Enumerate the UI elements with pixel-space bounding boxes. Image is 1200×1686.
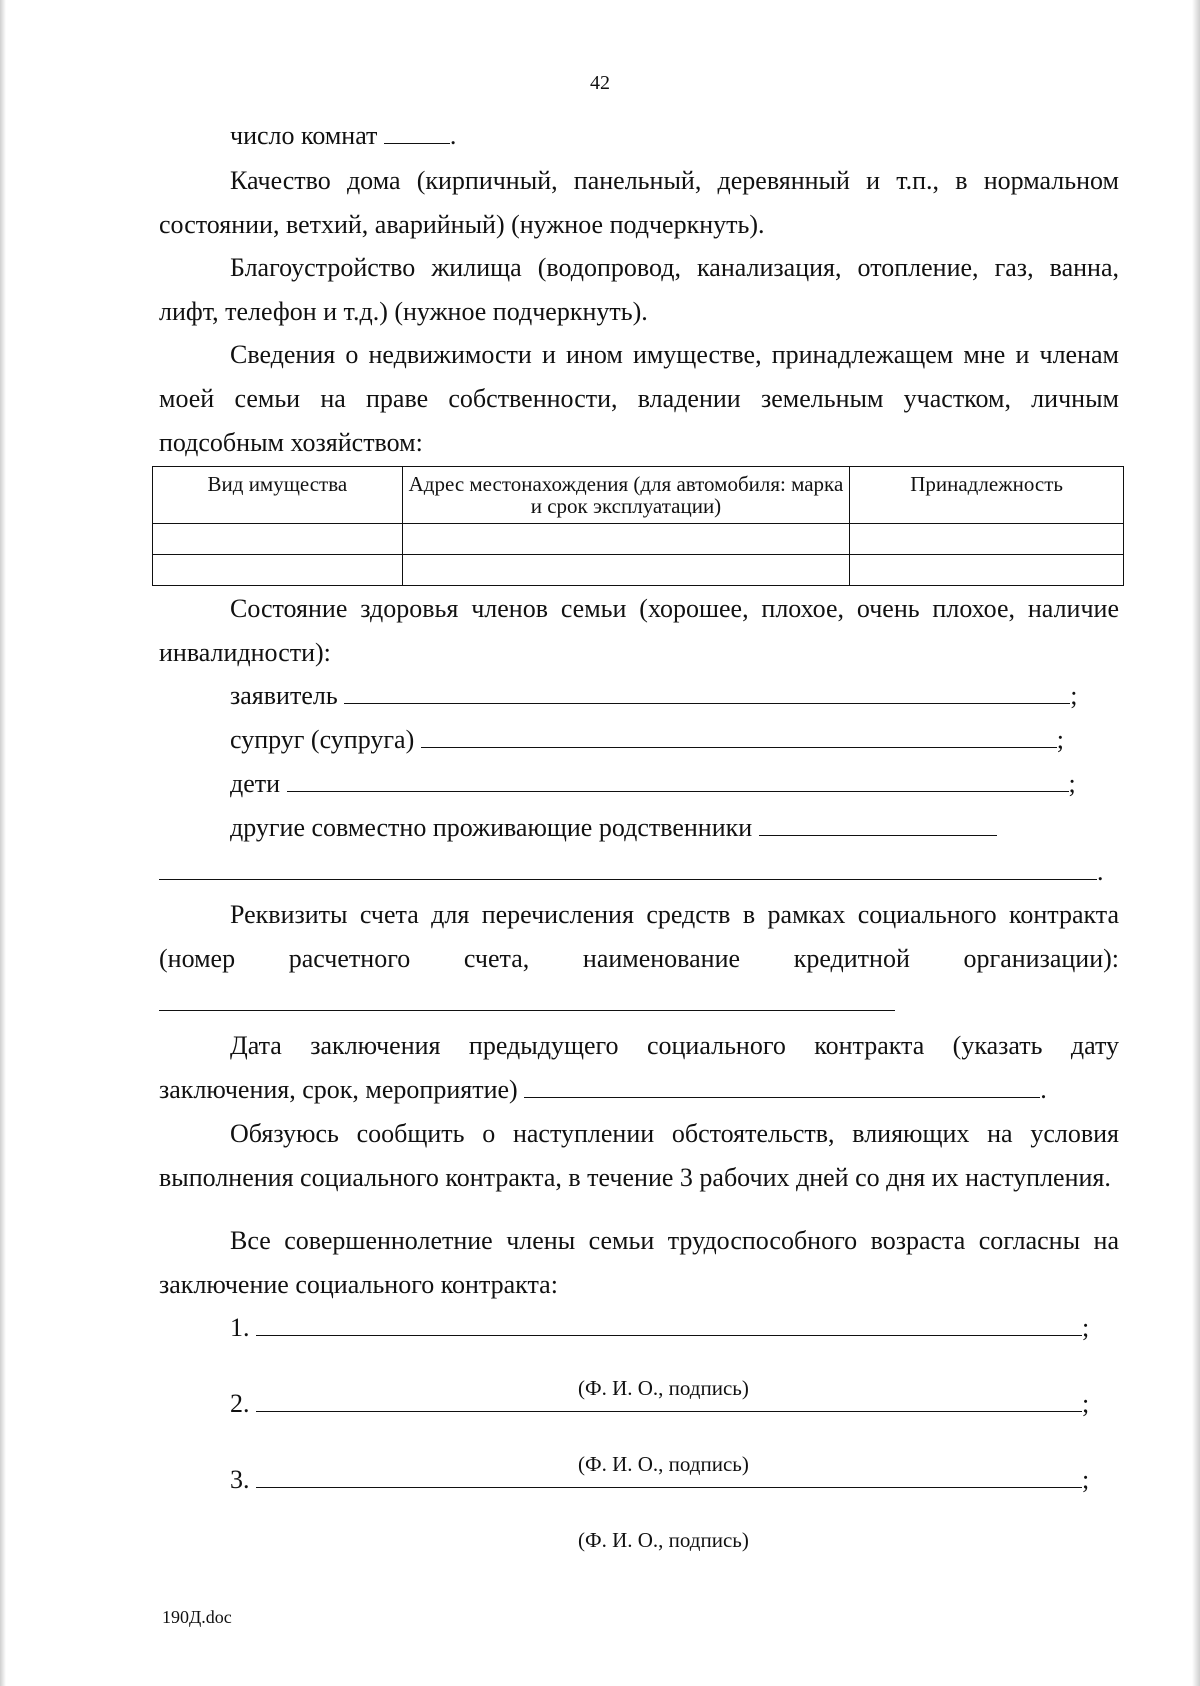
applicant-field[interactable] bbox=[344, 675, 1070, 704]
signature-line-2 bbox=[230, 1382, 1089, 1426]
property-intro-paragraph: Сведения о недвижимости и ином имуществе, принадлежащем мне и членам моей семьи на праве собственности, владении земельным участком, личным подсобным хозяйством: bbox=[159, 340, 1119, 457]
health-relatives-line bbox=[230, 806, 997, 850]
signature-caption-1: (Ф. И. О., подпись) bbox=[578, 1376, 749, 1400]
amenities-paragraph: Благоустройство жилища (водопровод, канализация, отопление, газ, ванна, лифт, телефон и т.д.) (нужное подчеркнуть). bbox=[159, 253, 1119, 326]
file-name-footer: 190Д.doc bbox=[162, 1607, 232, 1627]
semicolon: ; bbox=[1082, 1465, 1090, 1494]
signature-field-1[interactable] bbox=[256, 1307, 1082, 1336]
page-number: 42 bbox=[590, 72, 610, 94]
signature-field-3[interactable] bbox=[256, 1459, 1082, 1488]
semicolon: ; bbox=[1056, 725, 1064, 754]
signature-number: 1. bbox=[230, 1313, 250, 1342]
rooms-line bbox=[230, 114, 456, 158]
previous-contract-field[interactable] bbox=[524, 1069, 1040, 1098]
semicolon: ; bbox=[1082, 1313, 1090, 1342]
relatives-label: другие совместно проживающие родственники bbox=[230, 813, 753, 842]
signature-field-2[interactable] bbox=[256, 1383, 1082, 1412]
period: . bbox=[1040, 1075, 1047, 1104]
spouse-label: супруг (супруга) bbox=[230, 725, 415, 754]
signature-caption-3: (Ф. И. О., подпись) bbox=[578, 1528, 749, 1552]
health-intro-paragraph: Состояние здоровья членов семьи (хорошее, плохое, очень плохое, наличие инвалидности): bbox=[159, 594, 1119, 667]
bank-details-text: Реквизиты счета для перечисления средств в рамках социального контракта (номер расчетного счета, наименование кредитной организации): bbox=[159, 900, 1119, 973]
signature-caption-2: (Ф. И. О., подпись) bbox=[578, 1452, 749, 1476]
period: . bbox=[1097, 857, 1104, 886]
previous-contract-paragraph bbox=[159, 1024, 1119, 1112]
house-quality-paragraph: Качество дома (кирпичный, панельный, деревянный и т.п., в нормальном состоянии, ветхий, аварийный) (нужное подчеркнуть). bbox=[159, 166, 1119, 239]
spouse-field[interactable] bbox=[421, 719, 1057, 748]
property-type-header: Вид имущества bbox=[153, 467, 403, 524]
property-address-header: Адрес местонахождения (для автомобиля: марка и срок эксплуатации) bbox=[402, 467, 849, 524]
obligation-paragraph: Обязуюсь сообщить о наступлении обстоятельств, влияющих на условия выполнения социального контракта, в течение 3 рабочих дней со дня их наступления. bbox=[159, 1119, 1119, 1192]
relatives-continuation-line bbox=[159, 850, 1104, 894]
relatives-field-continued[interactable] bbox=[159, 851, 1097, 880]
applicant-label: заявитель bbox=[230, 681, 338, 710]
signature-number: 3. bbox=[230, 1465, 250, 1494]
table-row bbox=[153, 555, 1124, 586]
semicolon: ; bbox=[1068, 769, 1076, 798]
property-table-header bbox=[153, 467, 1124, 524]
table-cell[interactable] bbox=[402, 555, 849, 586]
table-cell[interactable] bbox=[402, 524, 849, 555]
health-spouse-line bbox=[230, 718, 1064, 762]
children-field[interactable] bbox=[287, 763, 1069, 792]
consent-paragraph: Все совершеннолетние члены семьи трудоспособного возраста согласны на заключение социального контракта: bbox=[159, 1226, 1119, 1299]
semicolon: ; bbox=[1082, 1389, 1090, 1418]
semicolon: ; bbox=[1070, 681, 1078, 710]
table-cell[interactable] bbox=[850, 555, 1124, 586]
rooms-label: число комнат bbox=[230, 121, 378, 150]
children-label: дети bbox=[230, 769, 281, 798]
property-owner-header: Принадлежность bbox=[850, 467, 1124, 524]
health-children-line bbox=[230, 762, 1076, 806]
scan-edge-left bbox=[0, 0, 6, 1686]
table-cell[interactable] bbox=[153, 555, 403, 586]
signature-line-1 bbox=[230, 1306, 1089, 1350]
signature-number: 2. bbox=[230, 1389, 250, 1418]
health-applicant-line bbox=[230, 674, 1077, 718]
rooms-end: . bbox=[449, 121, 457, 150]
table-row bbox=[153, 524, 1124, 555]
scan-edge-right bbox=[1192, 0, 1200, 1686]
signature-line-3 bbox=[230, 1458, 1089, 1502]
bank-details-field[interactable] bbox=[159, 982, 895, 1011]
rooms-blank[interactable] bbox=[384, 115, 450, 144]
table-cell[interactable] bbox=[850, 524, 1124, 555]
property-table bbox=[152, 466, 1124, 586]
previous-contract-text: Дата заключения предыдущего социального контракта (указать дату заключения, срок, мероприятие) bbox=[159, 1031, 1119, 1104]
bank-details-paragraph bbox=[159, 893, 1119, 1025]
relatives-field[interactable] bbox=[759, 807, 997, 836]
table-cell[interactable] bbox=[153, 524, 403, 555]
